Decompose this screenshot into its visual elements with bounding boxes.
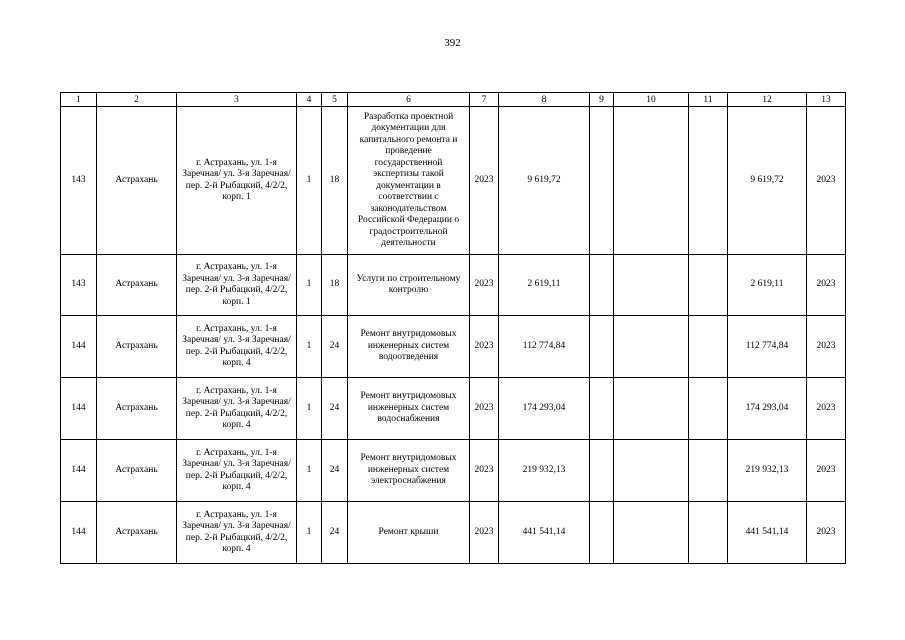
row-number-cell: 143 — [61, 107, 97, 255]
page-number: 392 — [444, 37, 461, 49]
year-cell: 2023 — [470, 502, 499, 564]
total-amount-cell: 441 541,14 — [728, 502, 807, 564]
col10-cell — [614, 502, 689, 564]
col10-cell — [614, 107, 689, 255]
column-header: 11 — [689, 93, 728, 107]
col9-cell — [590, 440, 614, 502]
row-number-cell: 144 — [61, 316, 97, 378]
col11-cell — [689, 502, 728, 564]
table-row — [61, 316, 846, 378]
col5-cell: 18 — [322, 107, 348, 255]
column-header: 1 — [61, 93, 97, 107]
column-header: 12 — [728, 93, 807, 107]
col5-cell: 24 — [322, 378, 348, 440]
total-amount-cell: 174 293,04 — [728, 378, 807, 440]
work-type-cell: Ремонт внутридомовых инженерных систем электроснабжения — [348, 440, 470, 502]
col4-cell: 1 — [297, 378, 322, 440]
end-year-cell: 2023 — [807, 255, 846, 316]
col10-cell — [614, 378, 689, 440]
row-number-cell: 143 — [61, 255, 97, 316]
col11-cell — [689, 255, 728, 316]
row-number-cell: 144 — [61, 378, 97, 440]
address-cell: г. Астрахань, ул. 1-я Заречная/ ул. 3-я Заречная/ пер. 2-й Рыбацкий, 4/2/2, корп. 4 — [177, 378, 297, 440]
city-cell: Астрахань — [97, 255, 177, 316]
col5-cell: 18 — [322, 255, 348, 316]
col4-cell: 1 — [297, 107, 322, 255]
table-row — [61, 255, 846, 316]
column-header: 8 — [499, 93, 590, 107]
year-cell: 2023 — [470, 378, 499, 440]
amount-cell: 112 774,84 — [499, 316, 590, 378]
year-cell: 2023 — [470, 440, 499, 502]
work-type-cell: Ремонт внутридомовых инженерных систем водоотведения — [348, 316, 470, 378]
city-cell: Астрахань — [97, 502, 177, 564]
year-cell: 2023 — [470, 316, 499, 378]
col4-cell: 1 — [297, 502, 322, 564]
end-year-cell: 2023 — [807, 440, 846, 502]
total-amount-cell: 219 932,13 — [728, 440, 807, 502]
work-type-cell: Ремонт крыши — [348, 502, 470, 564]
row-number-cell: 144 — [61, 440, 97, 502]
column-header: 9 — [590, 93, 614, 107]
amount-cell: 174 293,04 — [499, 378, 590, 440]
city-cell: Астрахань — [97, 107, 177, 255]
work-type-cell: Ремонт внутридомовых инженерных систем водоснабжения — [348, 378, 470, 440]
col10-cell — [614, 255, 689, 316]
end-year-cell: 2023 — [807, 378, 846, 440]
address-cell: г. Астрахань, ул. 1-я Заречная/ ул. 3-я Заречная/ пер. 2-й Рыбацкий, 4/2/2, корп. 4 — [177, 316, 297, 378]
address-cell: г. Астрахань, ул. 1-я Заречная/ ул. 3-я Заречная/ пер. 2-й Рыбацкий, 4/2/2, корп. 1 — [177, 255, 297, 316]
header-row — [61, 93, 846, 107]
col5-cell: 24 — [322, 316, 348, 378]
col10-cell — [614, 440, 689, 502]
col9-cell — [590, 502, 614, 564]
col4-cell: 1 — [297, 255, 322, 316]
col5-cell: 24 — [322, 502, 348, 564]
col4-cell: 1 — [297, 440, 322, 502]
column-header: 13 — [807, 93, 846, 107]
col9-cell — [590, 378, 614, 440]
data-table — [60, 92, 846, 564]
address-cell: г. Астрахань, ул. 1-я Заречная/ ул. 3-я Заречная/ пер. 2-й Рыбацкий, 4/2/2, корп. 4 — [177, 502, 297, 564]
city-cell: Астрахань — [97, 316, 177, 378]
col9-cell — [590, 107, 614, 255]
amount-cell: 2 619,11 — [499, 255, 590, 316]
table-row — [61, 440, 846, 502]
amount-cell: 219 932,13 — [499, 440, 590, 502]
amount-cell: 9 619,72 — [499, 107, 590, 255]
col9-cell — [590, 255, 614, 316]
table-row — [61, 378, 846, 440]
city-cell: Астрахань — [97, 440, 177, 502]
total-amount-cell: 112 774,84 — [728, 316, 807, 378]
col11-cell — [689, 440, 728, 502]
total-amount-cell: 9 619,72 — [728, 107, 807, 255]
col11-cell — [689, 316, 728, 378]
end-year-cell: 2023 — [807, 502, 846, 564]
col10-cell — [614, 316, 689, 378]
end-year-cell: 2023 — [807, 316, 846, 378]
amount-cell: 441 541,14 — [499, 502, 590, 564]
col11-cell — [689, 107, 728, 255]
work-type-cell: Разработка проектной документации для капитального ремонта и проведение государственной экспертизы такой документации в соответствии с законодательством Российской Федерации о градостроительной деятельности — [348, 107, 470, 255]
col5-cell: 24 — [322, 440, 348, 502]
col4-cell: 1 — [297, 316, 322, 378]
column-header: 6 — [348, 93, 470, 107]
column-header: 2 — [97, 93, 177, 107]
address-cell: г. Астрахань, ул. 1-я Заречная/ ул. 3-я Заречная/ пер. 2-й Рыбацкий, 4/2/2, корп. 4 — [177, 440, 297, 502]
total-amount-cell: 2 619,11 — [728, 255, 807, 316]
work-type-cell: Услуги по строительному контролю — [348, 255, 470, 316]
address-cell: г. Астрахань, ул. 1-я Заречная/ ул. 3-я Заречная/ пер. 2-й Рыбацкий, 4/2/2, корп. 1 — [177, 107, 297, 255]
column-header: 5 — [322, 93, 348, 107]
year-cell: 2023 — [470, 107, 499, 255]
row-number-cell: 144 — [61, 502, 97, 564]
end-year-cell: 2023 — [807, 107, 846, 255]
col9-cell — [590, 316, 614, 378]
column-header: 4 — [297, 93, 322, 107]
col11-cell — [689, 378, 728, 440]
column-header: 10 — [614, 93, 689, 107]
city-cell: Астрахань — [97, 378, 177, 440]
column-header: 3 — [177, 93, 297, 107]
column-header: 7 — [470, 93, 499, 107]
year-cell: 2023 — [470, 255, 499, 316]
table-row — [61, 107, 846, 255]
table-row — [61, 502, 846, 564]
